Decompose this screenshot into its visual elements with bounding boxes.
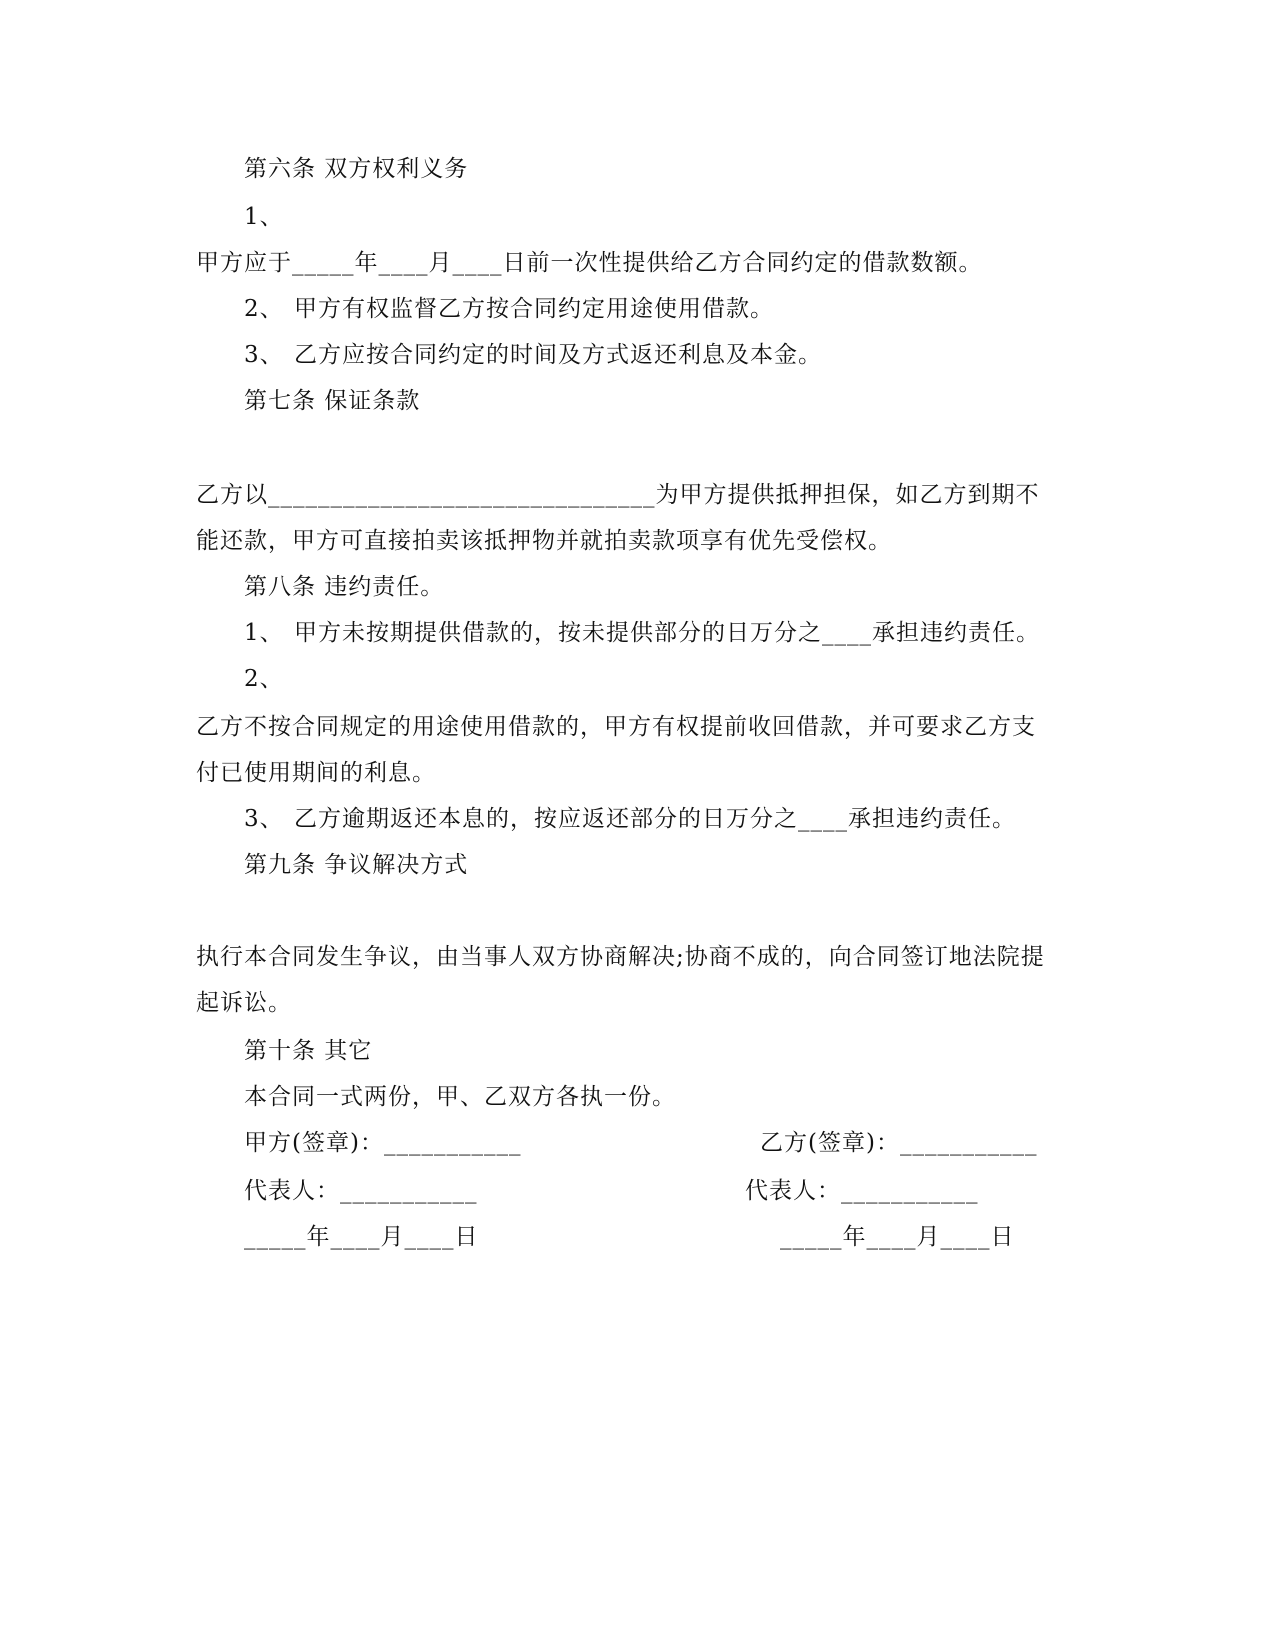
- item-text: 乙方逾期返还本息的，按应返还部分的日万分之____承担违约责任。: [294, 806, 1016, 832]
- party-b-date-line: _____年____月____日: [780, 1224, 1015, 1250]
- party-a-representative-line: 代表人：___________: [244, 1178, 478, 1204]
- article-9-body-line-2: 起诉讼。: [196, 990, 292, 1016]
- party-a-date-line: _____年____月____日: [244, 1224, 479, 1250]
- article-9-heading: 第九条 争议解决方式: [244, 852, 469, 878]
- article-7-body-line-1: 乙方以_______________________________为甲方提供抵押担保，如乙方到期不: [196, 482, 1040, 508]
- article-8-heading: 第八条 违约责任。: [244, 574, 445, 600]
- article-6-item-1-text: 甲方应于_____年____月____日前一次性提供给乙方合同约定的借款数额。: [196, 250, 983, 276]
- article-7-body-line-2: 能还款，甲方可直接拍卖该抵押物并就拍卖款项享有优先受偿权。: [196, 528, 892, 554]
- article-10-heading: 第十条 其它: [244, 1038, 373, 1064]
- article-8-item-2-number: 2、: [244, 666, 284, 692]
- article-6-item-1-number: 1、: [244, 204, 284, 230]
- article-10-body: 本合同一式两份，甲、乙双方各执一份。: [244, 1084, 676, 1110]
- party-b-representative-line: 代表人：___________: [745, 1178, 979, 1204]
- article-6-heading: 第六条 双方权利义务: [244, 156, 469, 182]
- article-8-item-1: [244, 618, 1040, 648]
- party-a-signature-line: 甲方(签章)：___________: [244, 1130, 522, 1156]
- article-9-body-line-1: 执行本合同发生争议，由当事人双方协商解决;协商不成的，向合同签订地法院提: [196, 944, 1045, 970]
- article-7-heading: 第七条 保证条款: [244, 388, 421, 414]
- article-6-item-3: [244, 340, 822, 370]
- party-b-signature-line: 乙方(签章)：___________: [760, 1130, 1038, 1156]
- item-number: 1、: [244, 620, 284, 646]
- item-number: 2、: [244, 296, 284, 322]
- item-number: 3、: [244, 342, 284, 368]
- item-text: 甲方有权监督乙方按合同约定用途使用借款。: [294, 296, 774, 322]
- article-6-item-2: [244, 294, 774, 324]
- item-number: 3、: [244, 806, 284, 832]
- article-8-item-2-line-1: 乙方不按合同规定的用途使用借款的，甲方有权提前收回借款，并可要求乙方支: [196, 714, 1036, 740]
- item-text: 乙方应按合同约定的时间及方式返还利息及本金。: [294, 342, 822, 368]
- article-8-item-3: [244, 804, 1016, 834]
- article-8-item-2-line-2: 付已使用期间的利息。: [196, 760, 436, 786]
- item-text: 甲方未按期提供借款的，按未提供部分的日万分之____承担违约责任。: [294, 620, 1040, 646]
